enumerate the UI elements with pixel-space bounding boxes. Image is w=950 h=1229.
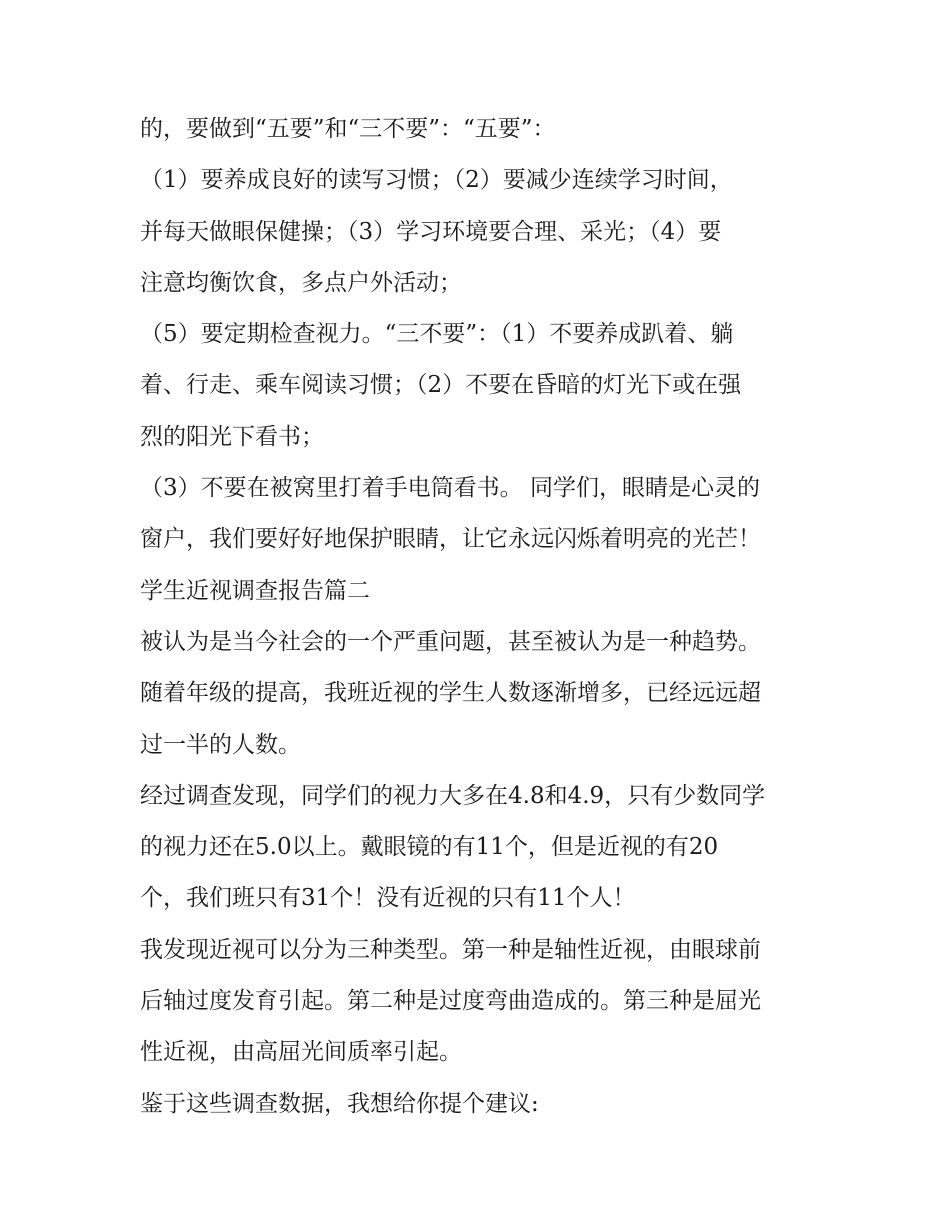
text-line: 的视力还在5.0以上。戴眼镜的有11个，但是近视的有20 (140, 834, 719, 861)
text-line: 我发现近视可以分为三种类型。第一种是轴性近视，由眼球前 (140, 936, 761, 963)
text-line: （1）要养成良好的读写习惯；（2）要减少连续学习时间， (140, 167, 733, 194)
text-line: 鉴于这些调查数据，我想给你提个建议: (140, 1090, 539, 1117)
text-line: 后轴过度发育引起。第二种是过度弯曲造成的。第三种是屈光 (140, 988, 761, 1015)
text-line: 经过调查发现，同学们的视力大多在4.8和4.9，只有少数同学 (140, 782, 766, 809)
text-line: 过一半的人数。 (140, 731, 301, 758)
text-line: （3）不要在被窝里打着手电筒看书。 同学们，眼睛是心灵的 (140, 475, 760, 502)
text-line: 性近视，由高屈光间质率引起。 (140, 1039, 462, 1066)
text-line: 烈的阳光下看书； (140, 423, 324, 450)
text-line: 随着年级的提高，我班近视的学生人数逐渐增多，已经远远超 (140, 680, 761, 707)
text-line: 个，我们班只有31个！没有近视的只有11个人！ (140, 885, 636, 912)
text-line: 的，要做到“五要”和“三不要”：“五要”： (140, 116, 556, 142)
body-text (140, 104, 820, 1130)
section-heading: 学生近视调查报告篇二 (140, 577, 370, 604)
text-line: 着、行走、乘车阅读习惯；（2）不要在昏暗的灯光下或在强 (140, 372, 742, 399)
text-line: 窗户，我们要好好地保护眼睛，让它永远闪烁着明亮的光芒！ (140, 526, 761, 553)
text-line: （5）要定期检查视力。“三不要”：（1）不要养成趴着、躺 (140, 321, 734, 348)
text-line: 注意均衡饮食，多点户外活动； (140, 269, 462, 296)
text-line: 被认为是当今社会的一个严重问题，甚至被认为是一种趋势。 (140, 628, 761, 655)
text-line: 并每天做眼保健操；（3）学习环境要合理、采光；（4）要 (140, 218, 722, 245)
